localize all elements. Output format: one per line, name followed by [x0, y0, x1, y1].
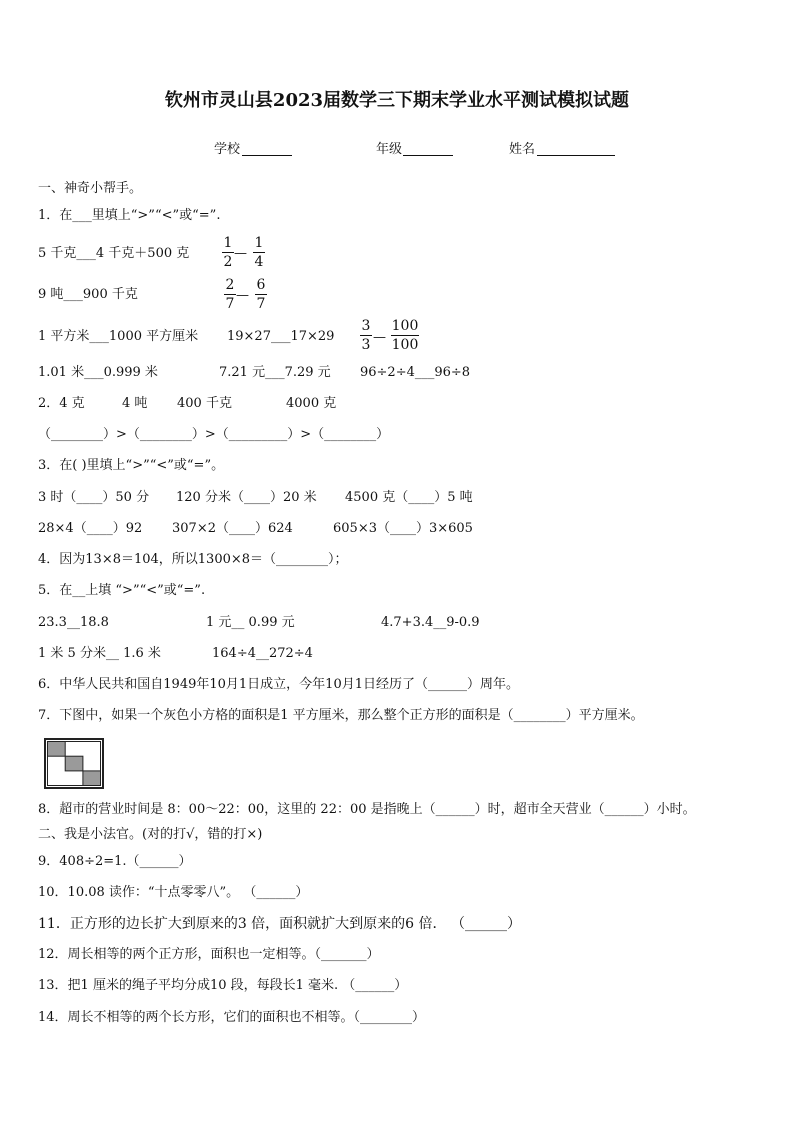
q1-row3-fraction-right	[391, 318, 419, 353]
gray-square-1	[48, 742, 66, 757]
q1-row1-fraction-left	[222, 235, 234, 270]
gray-square-3	[83, 771, 101, 786]
name-field[interactable]	[537, 143, 615, 156]
q3-row1-item1[interactable]: 3 时（____）50 分	[38, 490, 150, 505]
q1-row3-item1: 1 平方米___1000 平方厘米	[38, 329, 199, 344]
name-label: 姓名	[509, 142, 536, 157]
numerator: 1	[254, 235, 264, 251]
q1-row3-item2: 19×27___17×29	[227, 329, 335, 344]
q1-row2-blank[interactable]: —	[236, 288, 249, 303]
numerator: 1	[223, 235, 233, 251]
q1-row1-fraction-right	[253, 235, 265, 270]
q1-prompt: 1．在___里填上“>”“<”或“=”.	[38, 208, 221, 223]
denominator: 7	[256, 296, 266, 312]
q2-item2: 4 吨	[122, 396, 148, 411]
school-field[interactable]	[242, 143, 292, 156]
school-label: 学校	[214, 142, 241, 157]
page-title: 钦州市灵山县2023届数学三下期末学业水平测试模拟试题	[164, 90, 630, 111]
denominator: 3	[361, 337, 371, 353]
numerator: 2	[225, 277, 235, 293]
section1-heading: 一、神奇小帮手。	[38, 181, 143, 196]
q5-row1-item2[interactable]: 1 元__ 0.99 元	[206, 615, 295, 630]
q1-row1-blank[interactable]: —	[234, 246, 247, 261]
numerator: 100	[391, 318, 419, 334]
q1-row4-item2: 7.21 元___7.29 元	[219, 365, 331, 380]
q12-text[interactable]: 12．周长相等的两个正方形，面积也一定相等。（_______）	[38, 947, 380, 962]
q5-row2-item1[interactable]: 1 米 5 分米__ 1.6 米	[38, 646, 161, 661]
q4-text[interactable]: 4．因为13×8＝104，所以1300×8＝（________）；	[38, 552, 348, 567]
q9-text[interactable]: 9．408÷2=1.（______）	[38, 854, 192, 869]
q2-order-line[interactable]: （________）>（________）>（_________）>（________）	[38, 427, 390, 442]
q7-text[interactable]: 7．下图中，如果一个灰色小方格的面积是1 平方厘米，那么整个正方形的面积是（________）平方厘米。	[38, 708, 644, 723]
square-grid-figure	[44, 738, 104, 789]
q1-row4-item1: 1.01 米___0.999 米	[38, 365, 158, 380]
q5-row1-item3[interactable]: 4.7+3.4__9-0.9	[381, 615, 480, 630]
denominator: 2	[223, 254, 233, 270]
q1-row3-blank[interactable]: —	[373, 330, 386, 345]
denominator: 7	[225, 296, 235, 312]
q2-item4: 4000 克	[286, 396, 337, 411]
q3-row1-item3[interactable]: 4500 克（____）5 吨	[345, 490, 473, 505]
numerator: 6	[256, 277, 266, 293]
q5-row1-item1[interactable]: 23.3__18.8	[38, 615, 109, 630]
q2-item1: 2．4 克	[38, 396, 85, 411]
q3-row2-item2[interactable]: 307×2（____）624	[172, 521, 293, 536]
q2-item3: 400 千克	[177, 396, 232, 411]
q8-text[interactable]: 8．超市的营业时间是 8：00～22：00，这里的 22：00 是指晚上（______）时，超市全天营业（______）小时。	[38, 802, 696, 817]
denominator: 100	[391, 337, 419, 353]
q14-text[interactable]: 14．周长不相等的两个长方形，它们的面积也不相等。（________）	[38, 1010, 426, 1025]
q13-text[interactable]: 13．把1 厘米的绳子平均分成10 段，每段长1 毫米. （______）	[38, 978, 408, 993]
q3-row2-item1[interactable]: 28×4（____）92	[38, 521, 143, 536]
numerator: 3	[361, 318, 371, 334]
q1-row2-fraction-right	[255, 277, 267, 312]
q1-row4-item3: 96÷2÷4___96÷8	[360, 365, 471, 380]
denominator: 4	[254, 254, 264, 270]
q10-text[interactable]: 10．10.08 读作：“十点零零八”。 （______）	[38, 885, 309, 900]
q5-row2-item2[interactable]: 164÷4__272÷4	[212, 646, 313, 661]
q3-row2-item3[interactable]: 605×3（____）3×605	[333, 521, 473, 536]
q1-row3-fraction-left	[360, 318, 372, 353]
q1-row2-fraction-left	[224, 277, 236, 312]
grade-label: 年级	[376, 142, 403, 157]
section2-heading: 二、我是小法官。(对的打√，错的打×)	[38, 827, 263, 842]
grade-field[interactable]	[403, 143, 453, 156]
q1-row2-item1: 9 吨___900 千克	[38, 287, 138, 302]
q3-prompt: 3．在( )里填上“>”“<”或“=”。	[38, 458, 225, 473]
q1-row1-item1: 5 千克___4 千克＋500 克	[38, 246, 190, 261]
gray-square-2	[65, 756, 83, 771]
q5-prompt: 5．在__上填 “>”“<”或“=”.	[38, 583, 206, 598]
q11-text[interactable]: 11．正方形的边长扩大到原来的3 倍，面积就扩大到原来的6 倍． （______）	[38, 916, 521, 932]
q3-row1-item2[interactable]: 120 分米（____）20 米	[176, 490, 317, 505]
q6-text[interactable]: 6．中华人民共和国自1949年10月1日成立，今年10月1日经历了（______）周年。	[38, 677, 519, 692]
